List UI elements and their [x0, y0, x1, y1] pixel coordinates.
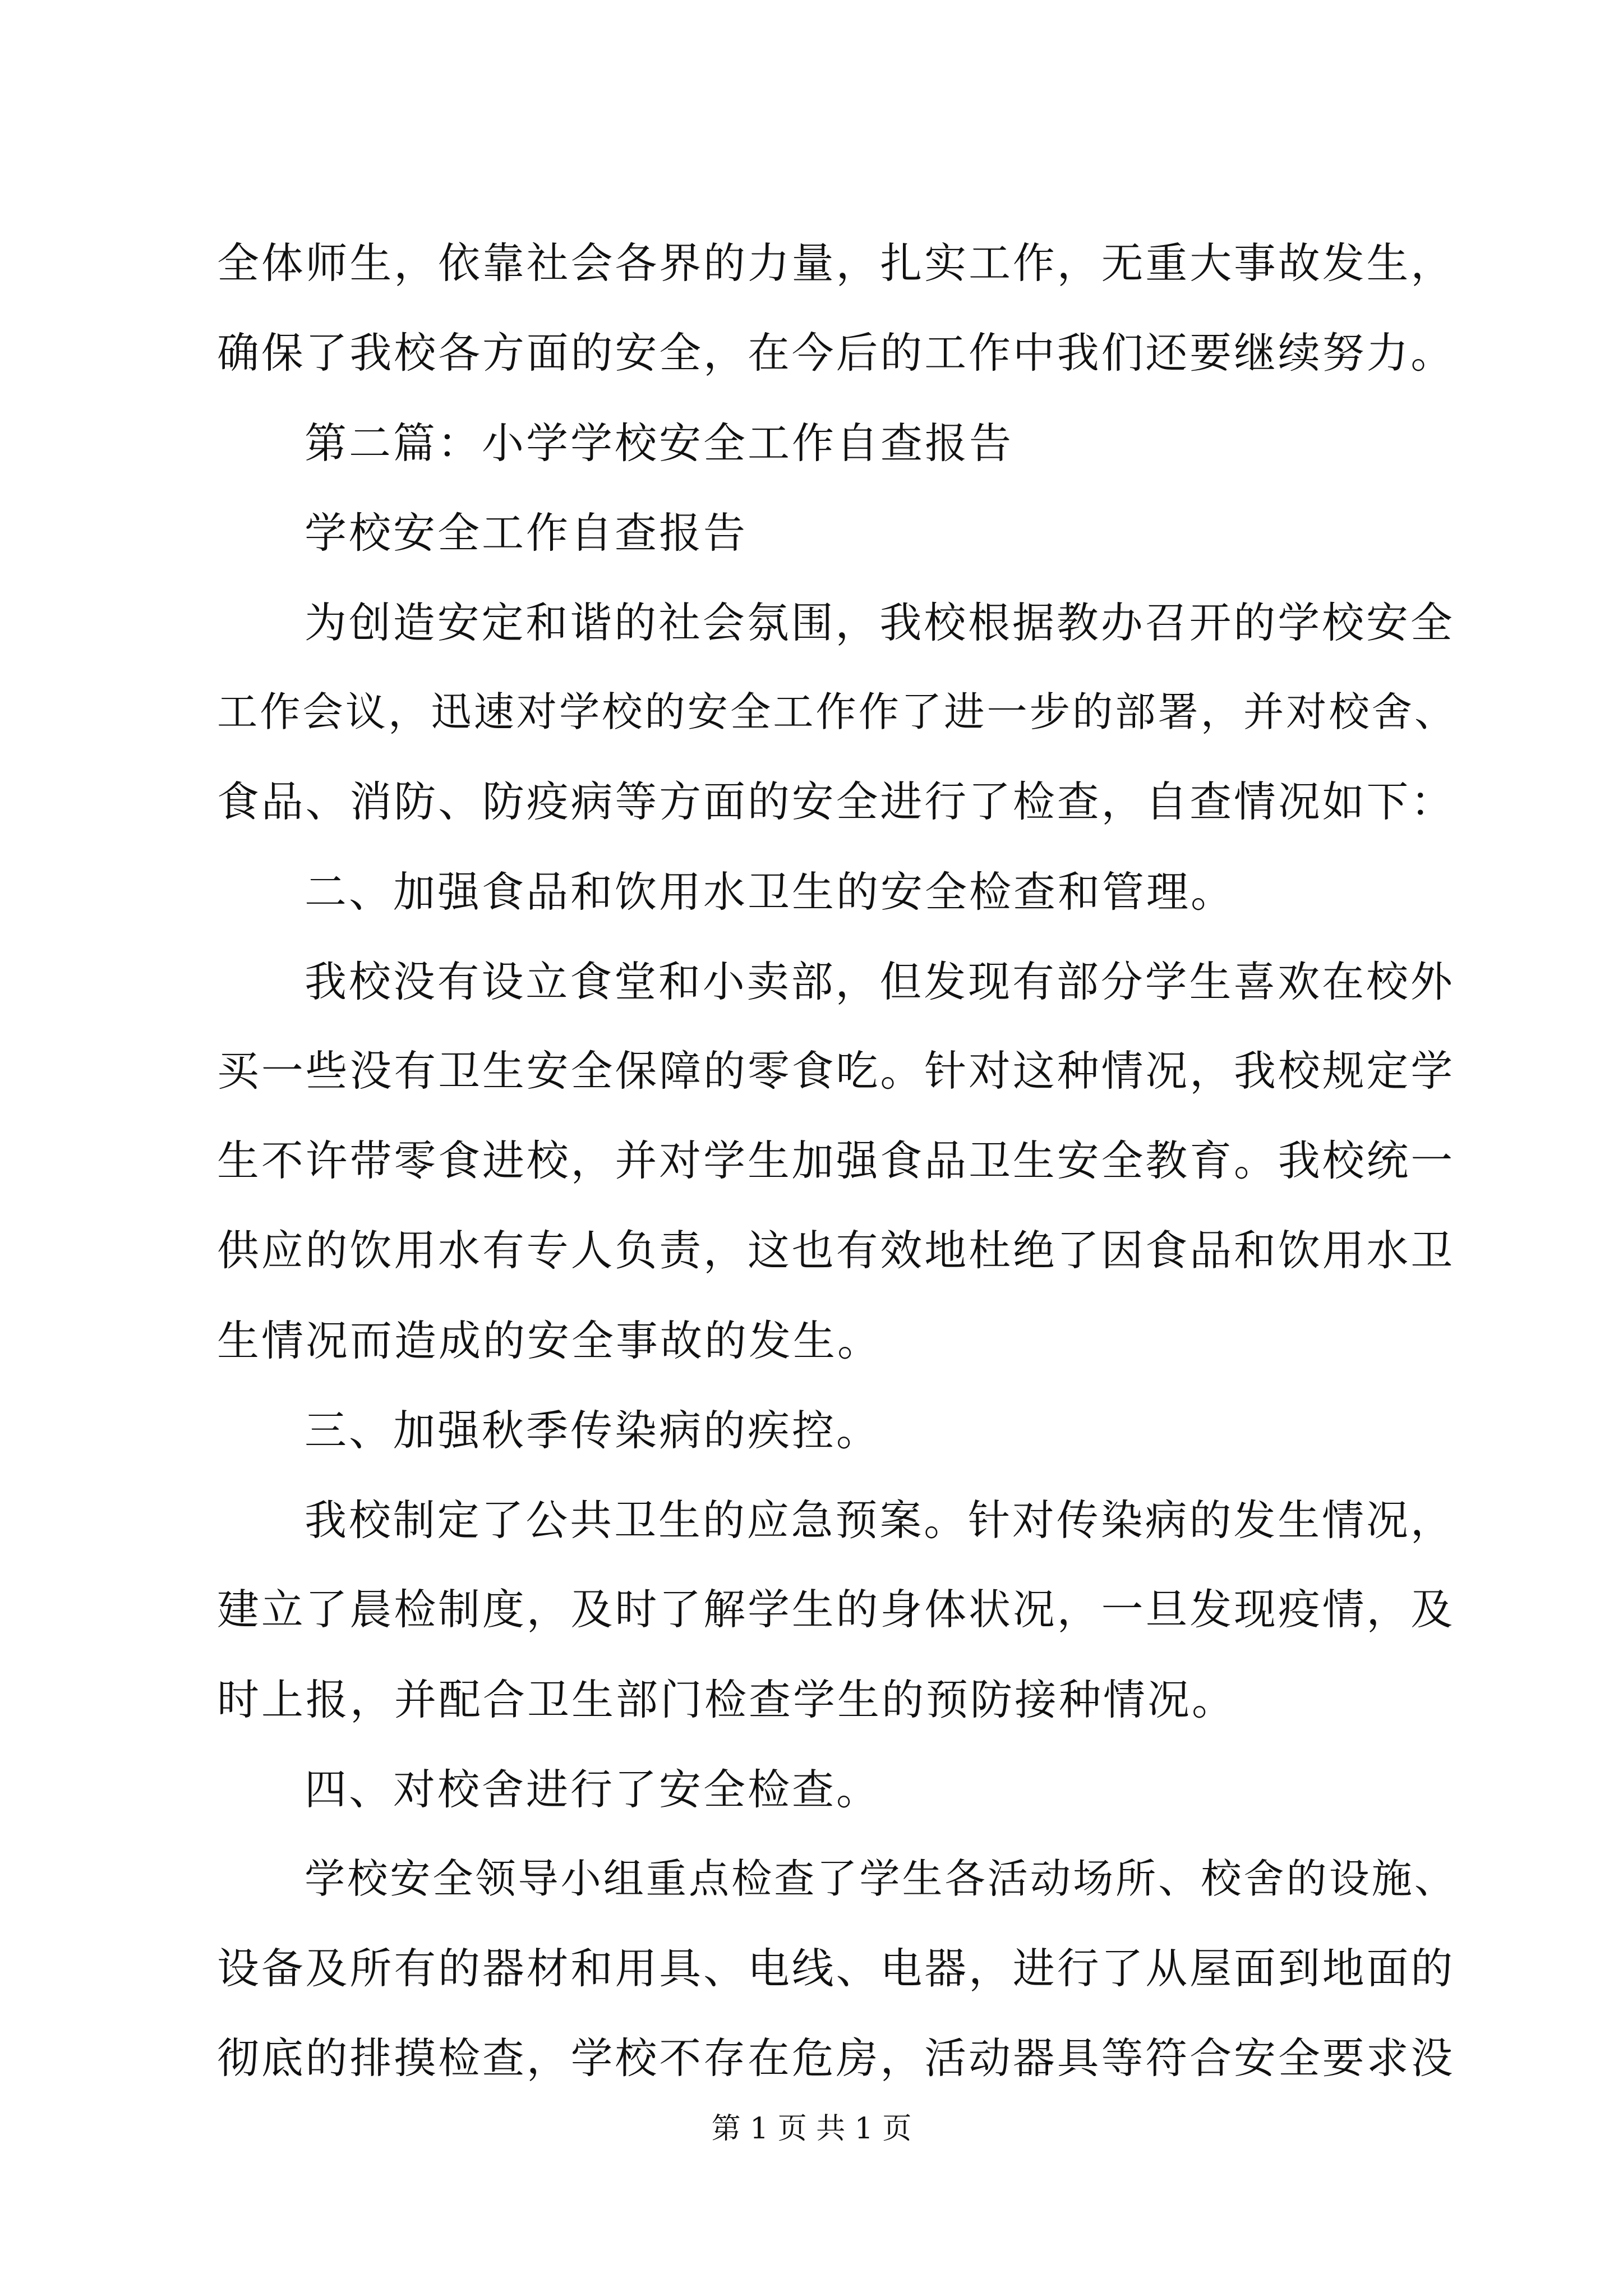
text-line: 设备及所有的器材和用具、电线、电器，进行了从屋面到地面的 [217, 1944, 1455, 1993]
text-line: 学校安全领导小组重点检查了学生各活动场所、校舍的设施、 [305, 1856, 1457, 1903]
page-number-footer: 第 1 页 共 1 页 [711, 2112, 912, 2146]
text-line: 全体师生，依靠社会各界的力量，扎实工作，无重大事故发生， [217, 239, 1455, 288]
subsection-heading: 二、加强食品和饮用水卫生的安全检查和管理。 [305, 867, 1235, 917]
text-line: 生情况而造成的安全事故的发生。 [217, 1316, 882, 1365]
text-line: 我校没有设立食堂和小卖部，但发现有部分学生喜欢在校外 [305, 957, 1455, 1006]
text-line: 时上报，并配合卫生部门检查学生的预防接种情况。 [217, 1675, 1237, 1724]
text-line: 彻底的排摸检查，学校不存在危房，活动器具等符合安全要求没 [217, 2034, 1455, 2083]
subsection-heading: 三、加强秋季传染病的疾控。 [305, 1406, 881, 1455]
text-line: 建立了晨检制度，及时了解学生的身体状况，一旦发现疫情，及 [217, 1585, 1455, 1634]
text-line: 我校制定了公共卫生的应急预案。针对传染病的发生情况， [305, 1496, 1455, 1545]
subsection-heading: 四、对校舍进行了安全检查。 [305, 1765, 881, 1814]
text-line: 食品、消防、防疫病等方面的安全进行了检查，自查情况如下： [217, 777, 1455, 826]
text-line: 供应的饮用水有专人负责，这也有效地杜绝了因食品和饮用水卫 [217, 1226, 1455, 1275]
text-line: 为创造安定和谐的社会氛围，我校根据教办召开的学校安全 [305, 598, 1455, 647]
text-line: 买一些没有卫生安全保障的零食吃。针对这种情况，我校规定学 [217, 1047, 1455, 1096]
text-line: 确保了我校各方面的安全，在今后的工作中我们还要继续努力。 [217, 329, 1455, 378]
text-line: 工作会议，迅速对学校的安全工作作了进一步的部署，并对校舍、 [217, 689, 1458, 736]
report-title: 学校安全工作自查报告 [305, 508, 748, 558]
text-line: 生不许带零食进校，并对学生加强食品卫生安全教育。我校统一 [217, 1137, 1455, 1185]
section-heading: 第二篇：小学学校安全工作自查报告 [305, 418, 1014, 468]
